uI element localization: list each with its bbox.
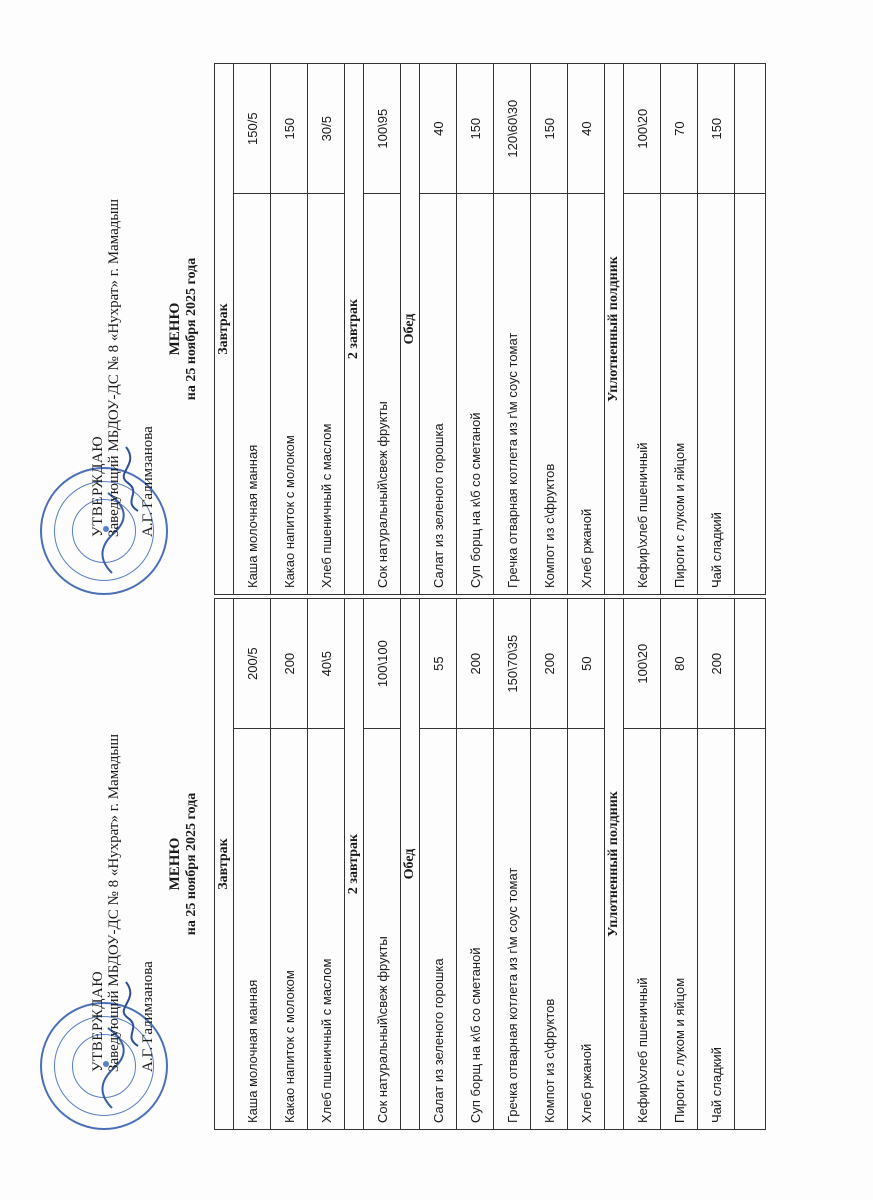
dish-name: Компот из с\фруктов bbox=[531, 729, 568, 1130]
dish-name: Сок натуральный\свеж фрукты bbox=[364, 729, 401, 1130]
dish-amount: 80 bbox=[661, 599, 698, 729]
menu-table bbox=[214, 63, 766, 595]
table-row bbox=[457, 64, 494, 595]
dish-amount: 200/5 bbox=[234, 599, 271, 729]
dish-name: Каша молочная манная bbox=[234, 194, 271, 595]
table-row bbox=[698, 64, 735, 595]
dish-amount: 150 bbox=[698, 64, 735, 194]
menu-date: на 25 ноября 2025 года bbox=[184, 792, 199, 936]
dish-name: Суп борщ на к\б со сметаной bbox=[457, 194, 494, 595]
dish-name: Пироги с луком и яйцом bbox=[661, 194, 698, 595]
dish-amount: 150 bbox=[531, 64, 568, 194]
table-row bbox=[661, 599, 698, 1130]
dish-name: Кефир\хлеб пшеничный bbox=[624, 729, 661, 1130]
section-heading: Обед bbox=[401, 64, 420, 595]
dish-name: Каша молочная манная bbox=[234, 729, 271, 1130]
dish-amount: 100\100 bbox=[364, 599, 401, 729]
dish-name: Хлеб ржаной bbox=[568, 194, 605, 595]
dish-amount: 30/5 bbox=[308, 64, 345, 194]
dish-name: Компот из с\фруктов bbox=[531, 194, 568, 595]
table-row bbox=[568, 64, 605, 595]
table-row bbox=[271, 64, 308, 595]
table-row bbox=[531, 599, 568, 1130]
table-row bbox=[364, 599, 401, 1130]
dish-amount: 200 bbox=[698, 599, 735, 729]
head-position: Заведующий МБДОУ-ДС № 8 «Нухрат» г. Мамадыш bbox=[106, 733, 122, 1072]
dish-name: Хлеб пшеничный с маслом bbox=[308, 194, 345, 595]
menu-older-group bbox=[24, 598, 724, 1130]
table-row bbox=[661, 64, 698, 595]
menu-header bbox=[24, 598, 214, 1130]
table-row bbox=[624, 64, 661, 595]
dish-name: Сок натуральный\свеж фрукты bbox=[364, 194, 401, 595]
menu-header bbox=[24, 63, 214, 595]
section-heading: Уплотненный полдник bbox=[605, 64, 624, 595]
section-heading: 2 завтрак bbox=[345, 599, 364, 1130]
dish-amount: 150/5 bbox=[234, 64, 271, 194]
table-row bbox=[420, 64, 457, 595]
dish-amount: 70 bbox=[661, 64, 698, 194]
table-row bbox=[234, 64, 271, 595]
table-row bbox=[698, 599, 735, 1130]
dish-amount: 40\5 bbox=[308, 599, 345, 729]
section-row bbox=[345, 599, 364, 1130]
menu-title: МЕНЮ bbox=[167, 302, 183, 356]
section-heading: Уплотненный полдник bbox=[605, 599, 624, 1130]
dish-amount: 150\70\35 bbox=[494, 599, 531, 729]
section-row bbox=[215, 64, 234, 595]
dish-name: Какао напиток с молоком bbox=[271, 729, 308, 1130]
head-name: А.Г. Галимзанова bbox=[140, 426, 156, 537]
dish-name: Пироги с луком и яйцом bbox=[661, 729, 698, 1130]
table-row bbox=[271, 599, 308, 1130]
dish-amount: 200 bbox=[531, 599, 568, 729]
table-row bbox=[234, 599, 271, 1130]
section-row bbox=[401, 64, 420, 595]
dish-name: Салат из зеленого горошка bbox=[420, 194, 457, 595]
dish-amount: 40 bbox=[420, 64, 457, 194]
section-row bbox=[401, 599, 420, 1130]
approval-label: УТВЕРЖДАЮ bbox=[90, 435, 106, 537]
table-row bbox=[308, 64, 345, 595]
dish-name: Хлеб пшеничный с маслом bbox=[308, 729, 345, 1130]
section-row bbox=[215, 599, 234, 1130]
dish-name: Гречка отварная котлета из г\м соус томат bbox=[494, 194, 531, 595]
menu-younger-group bbox=[24, 63, 724, 595]
dish-amount: 200 bbox=[457, 599, 494, 729]
dish-name: Суп борщ на к\б со сметаной bbox=[457, 729, 494, 1130]
table-row bbox=[494, 599, 531, 1130]
section-heading: Завтрак bbox=[215, 599, 234, 1130]
section-heading: Обед bbox=[401, 599, 420, 1130]
dish-amount: 120\60\30 bbox=[494, 64, 531, 194]
section-heading: Завтрак bbox=[215, 64, 234, 595]
dish-amount: 55 bbox=[420, 599, 457, 729]
dish-amount: 100\20 bbox=[624, 599, 661, 729]
head-position: Заведующий МБДОУ-ДС № 8 «Нухрат» г. Мамадыш bbox=[106, 198, 122, 537]
table-row bbox=[624, 599, 661, 1130]
dish-name: Хлеб ржаной bbox=[568, 729, 605, 1130]
table-row-empty bbox=[735, 64, 766, 595]
dish-amount: 100\95 bbox=[364, 64, 401, 194]
dish-name: Какао напиток с молоком bbox=[271, 194, 308, 595]
table-row bbox=[457, 599, 494, 1130]
dish-name: Кефир\хлеб пшеничный bbox=[624, 194, 661, 595]
table-row bbox=[420, 599, 457, 1130]
head-name: А.Г. Галимзанова bbox=[140, 961, 156, 1072]
section-row bbox=[605, 64, 624, 595]
table-row-empty bbox=[735, 599, 766, 1130]
dish-name: Гречка отварная котлета из г\м соус томат bbox=[494, 729, 531, 1130]
dish-name: Чай сладкий bbox=[698, 194, 735, 595]
section-row bbox=[605, 599, 624, 1130]
table-row bbox=[364, 64, 401, 595]
table-row bbox=[568, 599, 605, 1130]
menu-date: на 25 ноября 2025 года bbox=[184, 257, 199, 401]
section-row bbox=[345, 64, 364, 595]
table-row bbox=[531, 64, 568, 595]
dish-amount: 200 bbox=[271, 599, 308, 729]
table-row bbox=[308, 599, 345, 1130]
dish-name: Салат из зеленого горошка bbox=[420, 729, 457, 1130]
table-row bbox=[494, 64, 531, 595]
dish-amount: 40 bbox=[568, 64, 605, 194]
dish-amount: 50 bbox=[568, 599, 605, 729]
dish-amount: 150 bbox=[271, 64, 308, 194]
dish-amount: 100\20 bbox=[624, 64, 661, 194]
menu-title: МЕНЮ bbox=[167, 837, 183, 891]
section-heading: 2 завтрак bbox=[345, 64, 364, 595]
approval-label: УТВЕРЖДАЮ bbox=[90, 970, 106, 1072]
menu-table bbox=[214, 598, 766, 1130]
dish-amount: 150 bbox=[457, 64, 494, 194]
dish-name: Чай сладкий bbox=[698, 729, 735, 1130]
